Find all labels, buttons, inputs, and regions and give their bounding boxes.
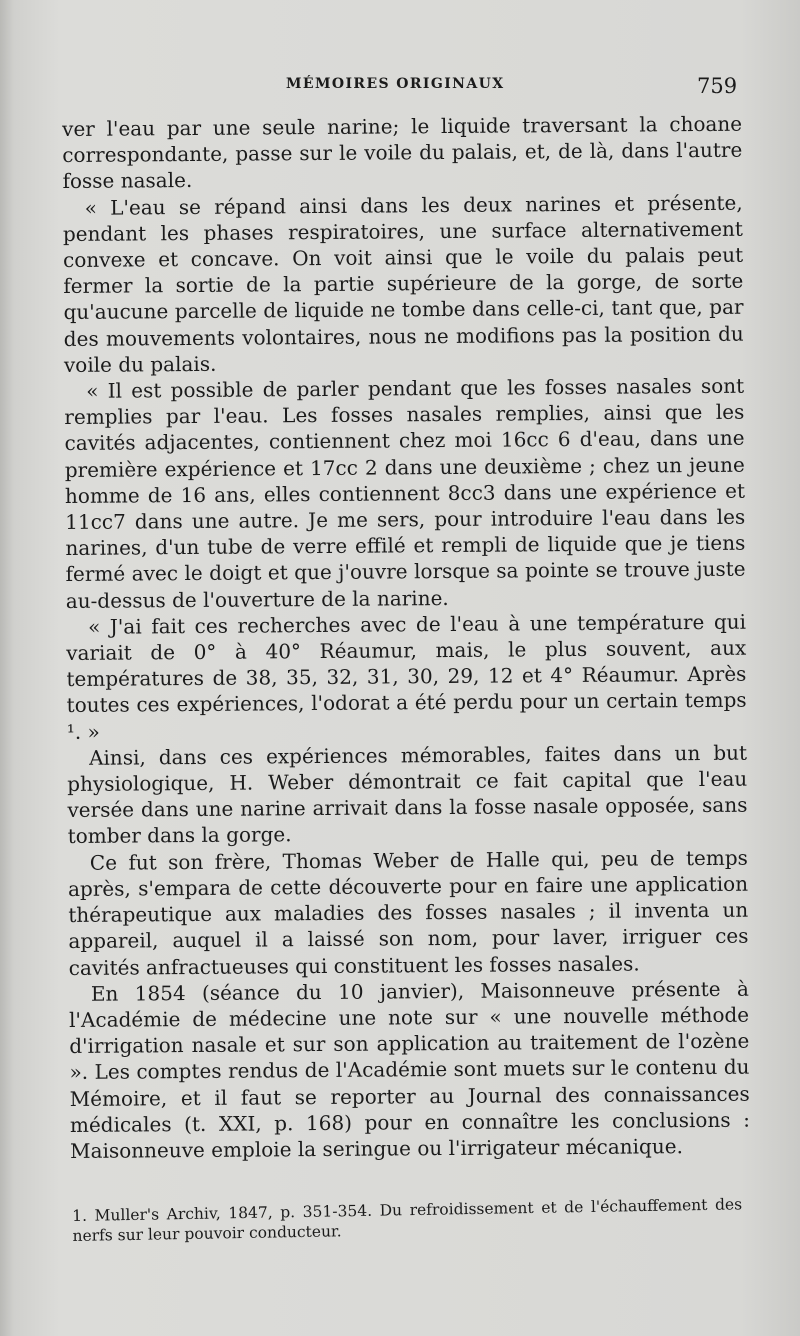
paragraph-6: Ce fut son frère, Thomas Weber de Halle qui, peu de temps après, s'empara de cette découverte pour en faire une application thérapeutique aux maladies des fosses nasales ; il inventa un appareil, auquel il a laissé son nom, pour laver, irriguer ces cavités anfractueuses qui constituent les fosses nasales. — [67, 845, 749, 980]
paragraph-2: « L'eau se répand ainsi dans les deux narines et présente, pendant les phases respiratoires, une surface alternativement convexe et concave. On voit ainsi que le voile du palais peut fermer la sortie de la partie supérieure de la gorge, de sorte qu'aucune parcelle de liquide ne tombe dans celle-ci, tant que, par des mouvements volontaires, nous ne modifions pas la position du voile du palais. — [62, 190, 744, 377]
paragraph-5: Ainsi, dans ces expériences mémorables, faites dans un but physiologique, H. Weber démontrait ce fait capital que l'eau versée dans une narine arrivait dans la fosse nasale opposée, sans tomber dans la gorge. — [67, 740, 748, 849]
running-head: MÉMOIRES ORIGINAUX — [286, 76, 505, 92]
footnote: 1. Muller's Archiv, 1847, p. 351-354. Du refroidissement et de l'échauffement des nerfs sur leur pouvoir conducteur. — [72, 1195, 743, 1245]
page-number: 759 — [697, 74, 738, 98]
page-header — [0, 74, 800, 104]
paragraph-4: « J'ai fait ces recherches avec de l'eau à une température qui variait de 0° à 40° Réaumur, mais, le plus souvent, aux températures de 38, 35, 32, 31, 30, 29, 12 et 4° Réaumur. Après toutes ces expériences, l'odorat a été perdu pour un certain temps ¹. » — [66, 609, 747, 744]
paragraph-7: En 1854 (séance du 10 janvier), Maisonneuve présente à l'Académie de médecine une note sur « une nouvelle méthode d'irrigation nasale et sur son application au traitement de l'ozène ». Les comptes rendus de l'Académie sont muets sur le contenu du Mémoire, et il faut se reporter au Journal des connaissances médicales (t. XXI, p. 168) pour en connaître les conclusions : Maisonneuve emploie la seringue ou l'irrigateur mécanique. — [69, 976, 750, 1163]
body-text — [62, 111, 750, 1164]
paragraph-1: ver l'eau par une seule narine; le liquide traversant la choane correspondante, passe sur le voile du palais, et, de là, dans l'autre fosse nasale. — [62, 111, 743, 194]
paragraph-3: « Il est possible de parler pendant que les fosses nasales sont remplies par l'eau. Les fosses nasales remplies, ainsi que les cavités adjacentes, contiennent chez moi 16cc 6 d'eau, dans une première expérience et 17cc 2 dans une deuxième ; chez un jeune homme de 16 ans, elles contiennent 8cc3 dans une expérience et 11cc7 dans une autre. Je me sers, pour introduire l'eau dans les narines, d'un tube de verre effilé et rempli de liquide que je tiens fermé avec le doigt et que j'ouvre lorsque sa pointe se trouve juste au-dessus de l'ouverture de la narine. — [64, 373, 746, 613]
